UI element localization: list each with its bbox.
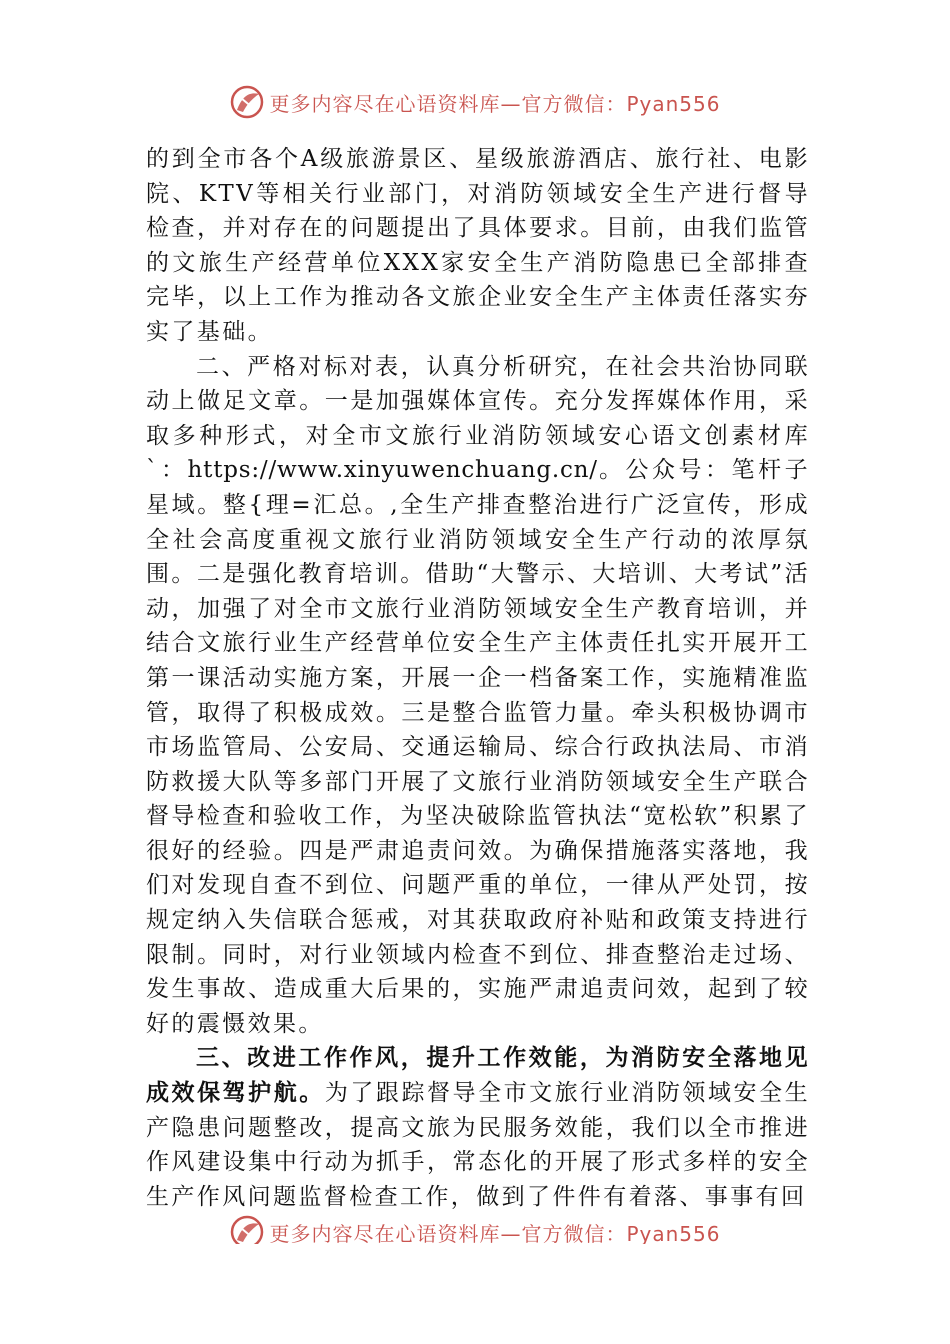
- source-url: https://www.xinyuwenchuang.cn/: [187, 457, 598, 484]
- paragraph-3: [146, 1041, 810, 1214]
- paragraph-2: [146, 350, 810, 1042]
- paragraph-3-body: 为了跟踪督导全市文旅行业消防领域安全生产隐患问题整改，提高文旅为民服务效能，我们以全市推进作风建设集中行动为抓手，常态化的开展了形式多样的安全生产作风问题监督检查工作，做到了件件有着落、事事有回: [146, 1080, 810, 1210]
- paragraph-1: 的到全市各个A级旅游景区、星级旅游酒店、旅行社、电影院、KTV等相关行业部门，对消防领域安全生产进行督导检查，并对存在的问题提出了具体要求。目前，由我们监管的文旅生产经营单位XXX家安全生产消防隐患已全部排查完毕，以上工作为推动各文旅企业安全生产主体责任落实夯实了基础。: [146, 146, 810, 345]
- watermark-text: 更多内容尽在心语资料库—官方微信：Pyan556: [269, 91, 721, 116]
- document-body: [146, 142, 810, 1214]
- brand-logo-icon: [229, 1214, 265, 1244]
- section-heading-3: 三、改进工作作风，提升工作效能，为消防安全落地见成效保驾护航。: [146, 1044, 810, 1107]
- paragraph-2-text-a: 二、严格对标对表，认真分析研究，在社会共治协同联动上做足文章。一是加强媒体宣传。充分发挥媒体作用，采取多种形式，对全市文旅行业消防领域安心语文创素材库`：: [146, 353, 810, 484]
- paragraph-2-text-b: 。公众号：笔杆子星域。整{理=汇总。,全生产排查整治进行广泛宣传，形成全社会高度重视文旅行业消防领域安全生产行动的浓厚氛围。二是强化教育培训。借助“大警示、大培训、大考试”活动，加强了对全市文旅行业消防领域安全生产教育培训，并结合文旅行业生产经营单位安全生产主体责任扎实开展开工第一课活动实施方案，开展一企一档备案工作，实施精准监管，取得了积极成效。三是整合监管力量。牵头积极协调市市场监管局、公安局、交通运输局、综合行政执法局、市消防救援大队等多部门开展了文旅行业消防领域安全生产联合督导检查和验收工作，为坚决破除监管执法“宽松软”积累了很好的经验。四是严肃追责问效。为确保措施落实落地，我们对发现自查不到位、问题严重的单位，一律从严处罚，按规定纳入失信联合惩戒，对其获取政府补贴和政策支持进行限制。同时，对行业领域内检查不到位、排查整治走过场、发生事故、造成重大后果的，实施严肃追责问效，起到了较好的震慑效果。: [146, 457, 810, 1037]
- watermark-text-footer: 更多内容尽在心语资料库—官方微信：Pyan556: [269, 1221, 721, 1244]
- brand-logo-icon: [229, 84, 265, 120]
- watermark-footer: [0, 1204, 950, 1244]
- watermark-header: [0, 82, 950, 122]
